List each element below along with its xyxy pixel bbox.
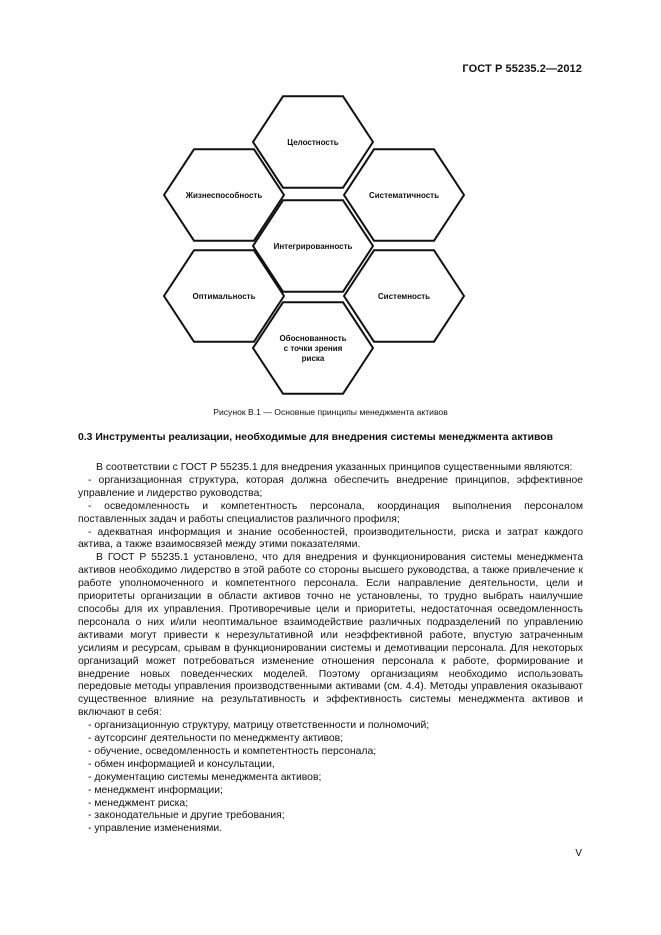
section-title: 0.3 Инструменты реализации, необходимые для внедрения системы менеджмента активов <box>78 432 553 443</box>
list-item: - осведомленность и компетентность персонала, координация выполнения персоналом поставленных задач и работы специалистов различного профиля; <box>78 500 583 525</box>
section-body <box>78 462 583 836</box>
page-number: V <box>575 848 582 859</box>
list-item: - документацию системы менеджмента активов; <box>88 771 322 783</box>
list-item: - адекватная информация и знание особенностей, производительности, риска и затрат каждого актива, а также взаимосвязей между этими показателями. <box>78 526 583 551</box>
hexagon-label-top: Целостность <box>287 138 339 147</box>
figure-caption: Рисунок В.1 — Основные принципы менеджмента активов <box>213 407 448 417</box>
main-paragraph: В ГОСТ Р 55235.1 установлено, что для внедрения и функционирования системы менеджмента активов необходимо лидерство в этой работе со стороны высшего руководства, а также привлечение к работе уполномоченного и компетентного персонала. Если направление деятельности, цели и приоритеты организации в области активов точно не установлены, то трудно выбрать наилучшие способы для их управления. Противоречивые цели и приоритеты, недостаточная осведомленность персонала о них и/или неоптимальное взаимодействие различных подразделений по управлению активами могут привести к нерезультативной или неэффективной работе, впустую затраченным усилиям и ресурсам, срывам в функционировании системы и демотивации персонала. Для некоторых организаций может потребоваться изменение отношения персонала к работе, формирование и внедрение новых поведенческих моделей. Поэтому организациям необходимо использовать передовые методы управления производственными активами (см. 4.4). Методы управления оказывают существенное влияние на результативность и эффективность системы менеджмента активов и включают в себя: <box>78 552 583 719</box>
hexagon-label-upper-right: Систематичность <box>368 191 440 200</box>
list-item: - законодательные и другие требования; <box>88 810 285 822</box>
list-item: - управление изменениями. <box>88 823 223 835</box>
list-item: - аутсорсинг деятельности по менеджменту активов; <box>88 733 344 745</box>
hexagon-label-lower-right: Системность <box>377 292 431 301</box>
hexagon-label-lower-left: Оптимальность <box>192 292 256 301</box>
list-item: - менеджмент риска; <box>88 797 189 809</box>
document-id: ГОСТ Р 55235.2—2012 <box>462 63 582 75</box>
hexagon-label-bottom: риска <box>301 354 325 363</box>
principles-hexagon-diagram <box>0 0 661 400</box>
list-item: - организационную структуру, матрицу ответственности и полномочий; <box>88 720 430 732</box>
list-item: - менеджмент информации; <box>88 784 223 796</box>
list-item: - обмен информацией и консультации, <box>88 758 275 770</box>
list-item: - организационная структура, которая должна обеспечить внедрение принципов, эффективное управление и лидерство руководства; <box>78 474 583 499</box>
hexagon-label-bottom: Обоснованность <box>279 334 347 343</box>
list-item: - обучение, осведомленность и компетентность персонала; <box>88 745 377 757</box>
hexagon-label-center: Интегрированность <box>273 242 353 251</box>
hexagon-label-upper-left: Жизнеспособность <box>185 191 263 200</box>
intro-paragraph: В соответствии с ГОСТ Р 55235.1 для внедрения указанных принципов существенными являются: <box>96 462 573 473</box>
hexagon-label-bottom: с точки зрения <box>283 344 343 353</box>
